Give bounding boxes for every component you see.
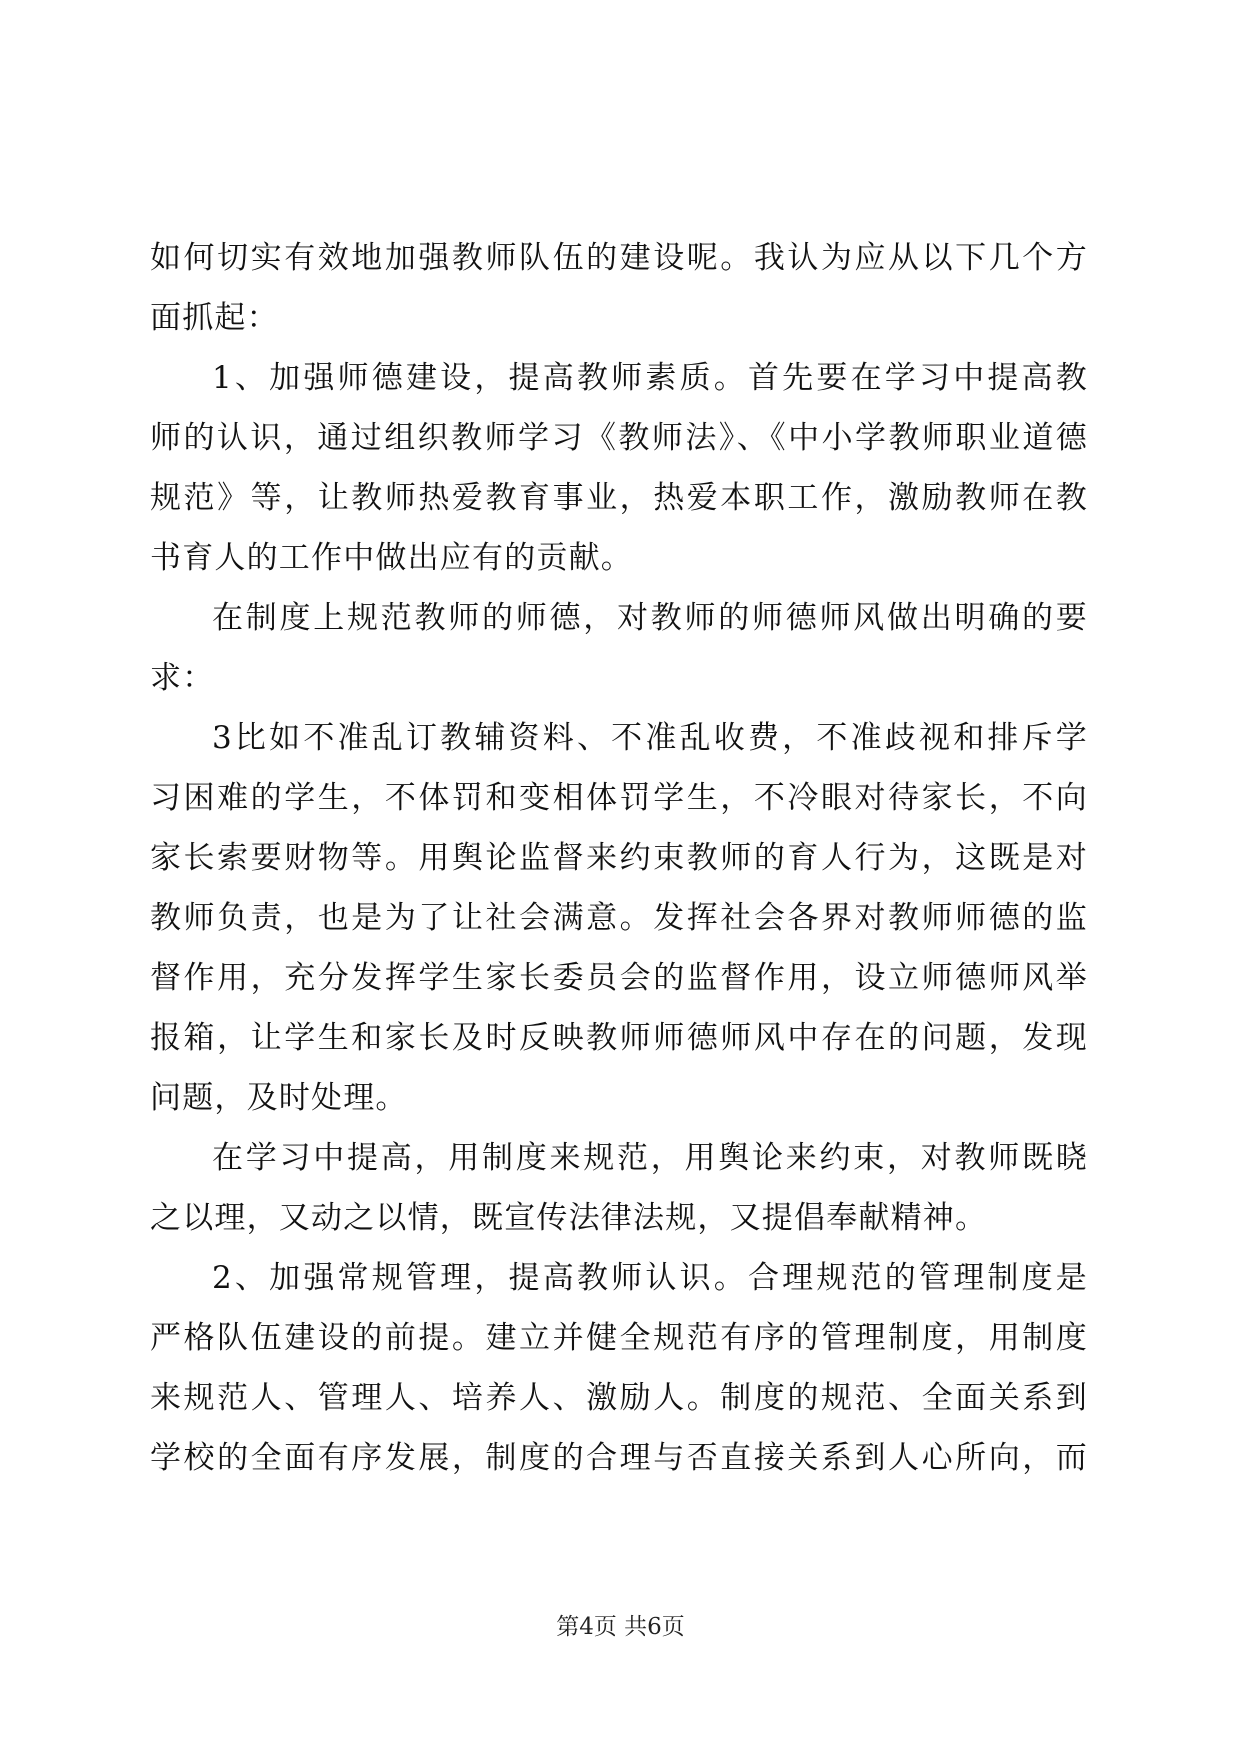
paragraph-line: 严格队伍建设的前提。建立并健全规范有序的管理制度，用制度	[150, 1320, 1088, 1356]
paragraph-line: 在制度上规范教师的师德，对教师的师德师风做出明确的要	[212, 600, 1088, 636]
paragraph-line: 来规范人、管理人、培养人、激励人。制度的规范、全面关系到	[150, 1380, 1088, 1416]
paragraph-line: 3比如不准乱订教辅资料、不准乱收费，不准歧视和排斥学	[212, 720, 1088, 756]
paragraph	[150, 228, 1088, 348]
paragraph-line: 师的认识，通过组织教师学习《教师法》、《中小学教师职业道德	[150, 420, 1088, 456]
paragraph-line: 在学习中提高，用制度来规范，用舆论来约束，对教师既晓	[212, 1140, 1088, 1176]
paragraph-line: 之以理，又动之以情，既宣传法律法规，又提倡奉献精神。	[150, 1200, 988, 1236]
document-body	[150, 228, 1088, 1488]
paragraph-line: 如何切实有效地加强教师队伍的建设呢。我认为应从以下几个方	[150, 240, 1088, 276]
paragraph-line: 家长索要财物等。用舆论监督来约束教师的育人行为，这既是对	[150, 840, 1088, 876]
paragraph	[150, 1248, 1088, 1488]
paragraph-line: 习困难的学生，不体罚和变相体罚学生，不冷眼对待家长，不向	[150, 780, 1088, 816]
paragraph	[150, 708, 1088, 1128]
paragraph-line: 面抓起：	[150, 300, 279, 336]
paragraph-line: 报箱，让学生和家长及时反映教师师德师风中存在的问题，发现	[150, 1020, 1088, 1056]
paragraph-line: 督作用，充分发挥学生家长委员会的监督作用，设立师德师风举	[150, 960, 1088, 996]
paragraph-line: 书育人的工作中做出应有的贡献。	[150, 540, 633, 576]
paragraph-line: 问题，及时处理。	[150, 1080, 408, 1116]
paragraph-line: 1、加强师德建设，提高教师素质。首先要在学习中提高教	[212, 360, 1088, 396]
paragraph-line: 教师负责，也是为了让社会满意。发挥社会各界对教师师德的监	[150, 900, 1088, 936]
paragraph-line: 2、加强常规管理，提高教师认识。合理规范的管理制度是	[212, 1260, 1088, 1296]
paragraph	[150, 588, 1088, 708]
paragraph-line: 求：	[150, 660, 215, 696]
paragraph-line: 学校的全面有序发展，制度的合理与否直接关系到人心所向，而	[150, 1440, 1088, 1476]
paragraph	[150, 1128, 1088, 1248]
paragraph	[150, 348, 1088, 588]
page-footer: 第4页 共6页	[556, 1614, 685, 1640]
paragraph-line: 规范》等，让教师热爱教育事业，热爱本职工作，激励教师在教	[150, 480, 1088, 516]
